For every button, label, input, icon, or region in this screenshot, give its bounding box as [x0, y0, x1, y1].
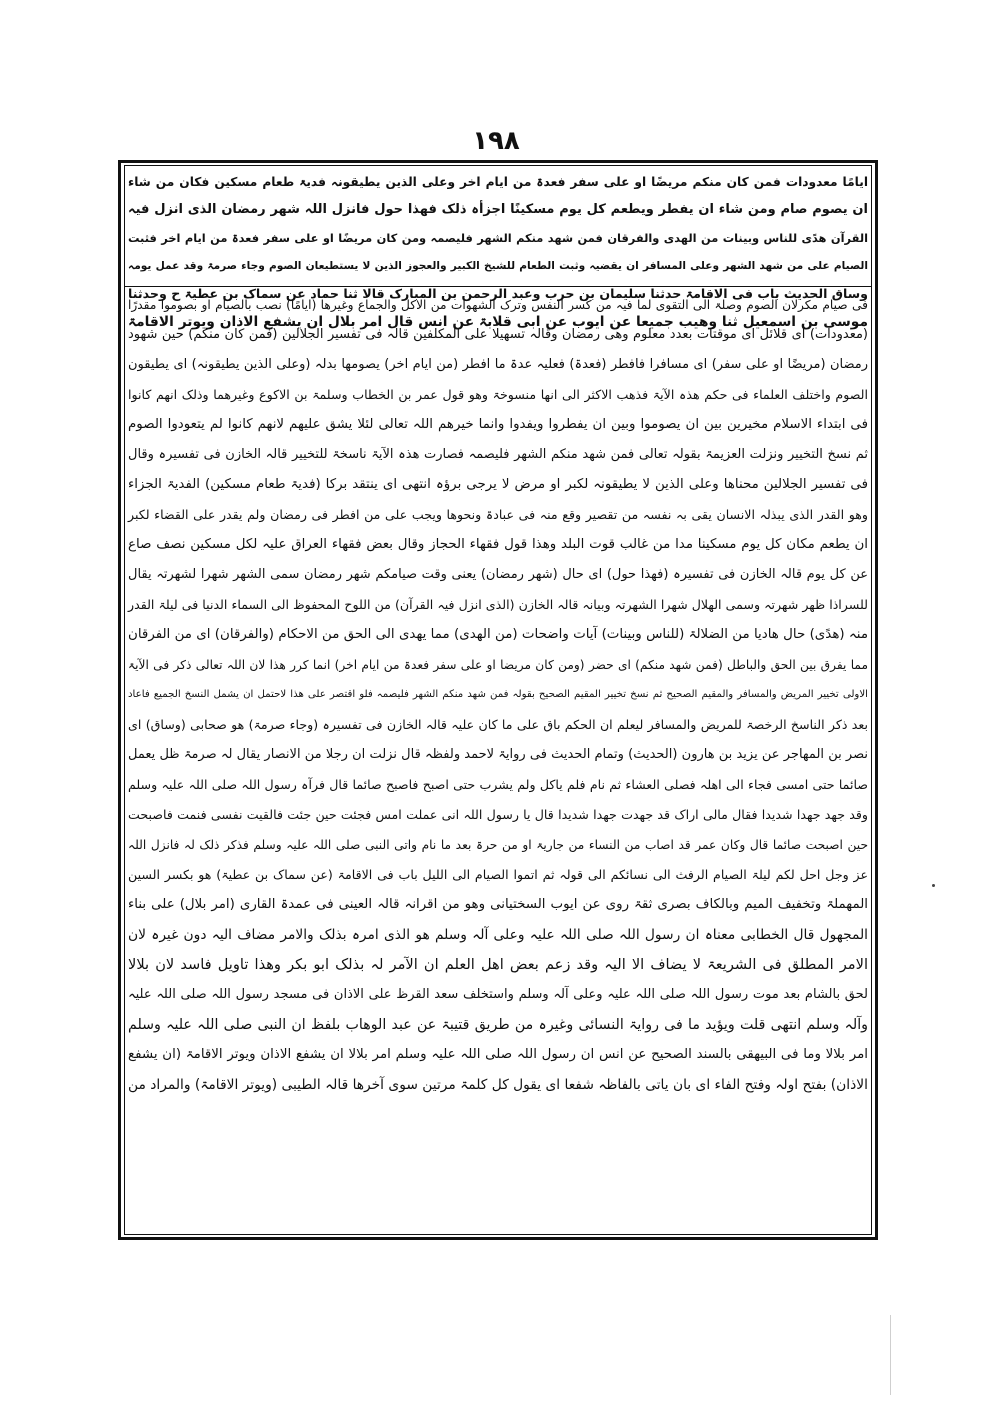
margin-dot [932, 884, 935, 887]
commentary-line: عز وجل احل لکم لیلۃ الصیام الرفث الی نسائکم الی قولہ ثم اتموا الصیام الی اللیل باب فی الاقامۃ (عن سماک بن عطیۃ) ھو بکسر السین [128, 867, 868, 882]
commentary-line: فی تفسیر الجلالین محناھا وعلی الذین لا یطیقونہ لکبر او مرض لا یرجی برؤہ انتھی ای ینتقد برکا (فدیۃ طعام مسکین) الفدیۃ الجزاء [128, 477, 868, 492]
commentary-line: ثم نسخ التخییر ونزلت العزیمۃ بقولہ تعالی فمن شھد منکم الشھر فلیصمہ فصارت ھذہ الآیۃ ناسخۃ للتخییر قالہ الخازن فی تفسیرہ وقال [128, 447, 868, 462]
commentary-line: امر بلالا وما فی البیھقی بالسند الصحیح عن انس ان رسول اللہ صلی اللہ علیہ وسلم امر بلالا ان یشفع الاذان ویوتر الاقامۃ (ان یشفع [128, 1047, 868, 1062]
commentary-line: بعد ذکر الناسخ الرخصۃ للمریض والمسافر لیعلم ان الحکم باق علی ما کان علیہ قالہ الخازن فی تفسیرہ (وجاء صرمۃ) ھو صحابی (وساق) ای [128, 717, 868, 732]
commentary-line: الاولی تخییر المریض والمسافر والمقیم الصحیح ثم نسخ تخییر المقیم الصحیح بقولہ فمن شھد منکم الشھر فلیصمہ فلو اقتصر علی ھذا لاحتمل ان یشمل النسخ الجمیع فاعاد [128, 689, 868, 700]
commentary-line: منہ (ھدًی) حال ھادیا من الضلالۃ (للناس وبینات) آیات واضحات (من الھدی) مما یھدی الی الحق من الاحکام (والفرقان) ای من الفرقان [128, 627, 868, 642]
commentary-line: لحق بالشام بعد موت رسول اللہ صلی اللہ علیہ وعلی آلہ وسلم واستخلف سعد القرظ علی الاذان فی مسجد رسول اللہ صلی اللہ علیہ [128, 987, 868, 1002]
commentary-line: الاذان) بفتح اولہ وفتح الفاء ای بان یاتی بالفاظہ شفعا ای یقول کل کلمۃ مرتین سوی آخرھا قالہ الطیبی (ویوتر الاقامۃ) والمراد من [128, 1077, 868, 1093]
hadith-line: الصیام علی من شھد الشھر وعلی المسافر ان یقضیہ وثبت الطعام للشیخ الکبیر والعجوز الذین لا یستطیعان الصوم وجاء صرمۃ وقد عمل یومہ [128, 260, 868, 272]
hadith-line: وساق الحدیث باب فی الاقامۃ حدثنا سلیمان بن حرب وعبد الرحمن بن المبارک قالا ثنا حماد عن سماک بن عطیۃ ح وحدثنا [128, 286, 868, 301]
commentary-line: وھو القدر الذی یبذلہ الانسان یقی بہ نفسہ من تقصیر وقع منہ فی عبادۃ ونحوھا ویجب علی من افطر فی رمضان ولم یقدر علی القضاء لکبر [128, 507, 868, 522]
commentary-line: نصر بن المھاجر عن یزید بن ھارون (الحدیث) وتمام الحدیث فی روایۃ لاحمد ولفظہ قال نزلت ان رجلا من الانصار یقال لہ صرمۃ ظل یعمل [128, 747, 868, 762]
commentary-line: ان یطعم مکان کل یوم مسکینا مدا من غالب قوت البلد وھذا قول فقھاء الحجاز وقال بعض فقھاء العراق علیہ لکل مسکین نصف صاع [128, 537, 868, 552]
commentary-line: (معدودات) ای قلائل ای موقتات بعدد معلوم وھی رمضان وقالہ تسھیلا علی المکلفین قالہ فی تفسیر الجلالین (فمن کان منکم) حین شھود [128, 327, 868, 342]
commentary-line: فی صیام مکرلان الصوم وصلۃ الی التقوی لما فیہ من کسر النفس وترک الشھوات من الاکل والجماع وغیرھا (ایامًا) نصب بالصیام او بصوموا مقدرًا [128, 298, 868, 312]
commentary-line: المجھول قال الخطابی معناہ ان رسول اللہ صلی اللہ علیہ وعلی آلہ وسلم ھو الذی امرہ بذلک والامر مضاف الیہ دون غیرہ لان [128, 927, 868, 943]
hadith-line: القرآن ھدًی للناس وبینات من الھدی والفرقان فمن شھد منکم الشھر فلیصمہ ومن کان مریضًا او علی سفر فعدۃ من ایام اخر فثبت [128, 231, 868, 245]
hadith-line: موسی بن اسمعیل ثنا وھیب جمیعا عن ایوب عن ابی قلابۃ عن انس قال امر بلال ان یشفع الاذان ویوتر الاقامۃ [128, 314, 868, 330]
commentary-line: وقد جھد جھدا شدیدا فقال مالی اراک قد جھدت جھدا شدیدا قال یا رسول اللہ انی عملت امس فجئت حین جئت فالقیت نفسی فنمت فاصبحت [128, 807, 868, 822]
commentary-line: عن کل یوم قالہ الخازن فی تفسیرہ (فھذا حول) ای حال (شھر رمضان) یعنی وقت صیامکم شھر رمضان سمی الشھر شھرا لشھرتہ یقال [128, 567, 868, 582]
margin-rule [890, 1315, 891, 1395]
hadith-line: ان یصوم صام ومن شاء ان یفطر ویطعم کل یوم مسکینًا اجزأہ ذلک فھذا حول فانزل اللہ شھر رمضان الذی انزل فیہ [128, 202, 868, 217]
commentary-line: مما یفرق بین الحق والباطل (فمن شھد منکم) ای حضر (ومن کان مریضا او علی سفر فعدۃ من ایام اخر) انما کرر ھذا لان اللہ تعالی ذکر فی الآیۃ [128, 658, 868, 672]
section-divider [124, 286, 872, 287]
commentary-line: فی ابتداء الاسلام مخیرین بین ان یصوموا وبین ان یفطروا ویفدوا وانما خیرھم اللہ تعالی لئلا یشق علیھم لانھم کانوا لم یتعودوا الصوم [128, 417, 868, 432]
commentary-line: للسراذا ظھر شھرتہ وسمی الھلال شھرا الشھرتہ وبیانہ قالہ الخازن (الذی انزل فیہ القرآن) من اللوح المحفوظ الی السماء الدنیا فی لیلۃ القدر [128, 597, 868, 612]
hadith-line: ایامًا معدودات فمن کان منکم مریضًا او علی سفر فعدۃ من ایام اخر وعلی الذین یطیقونہ فدیۃ طعام مسکین فکان من شاء [128, 175, 868, 189]
commentary-line: المھملۃ وتخفیف المیم وبالکاف بصری ثقۃ روی عن ایوب السختیانی وھو من اقرانہ قالہ العینی فی عمدۃ القاری (امر بلال) علی بناء [128, 897, 868, 912]
commentary-text-block [128, 290, 868, 1230]
page-number: ۱۹۸ [472, 126, 520, 156]
commentary-line: وآلہ وسلم انتھی قلت ویؤید ما فی روایۃ النسائی وغیرہ من طریق قتیبۃ عن عبد الوھاب بلفظ ان النبی صلی اللہ علیہ وسلم [128, 1017, 868, 1033]
commentary-line: الصوم واختلف العلماء فی حکم ھذہ الآیۃ فذھب الاکثر الی انھا منسوخۃ وھو قول عمر بن الخطاب وسلمۃ بن الاکوع وغیرھما وذلک انھم کانوا [128, 387, 868, 402]
commentary-line: رمضان (مریضًا او علی سفر) ای مسافرا فافطر (فعدۃ) فعلیہ عدۃ ما افطر (من ایام اخر) یصومھا بدلہ (وعلی الذین یطیقونہ) ای یطیقون [128, 357, 868, 372]
commentary-line: الامر المطلق فی الشریعۃ لا یضاف الا الیہ وقد زعم بعض اھل العلم ان الآمر لہ بذلک ابو بکر وھذا تاویل فاسد لان بلالا [128, 956, 868, 973]
commentary-line: صائما حتی امسی فجاء الی اھلہ فصلی العشاء ثم نام فلم یاکل ولم یشرب حتی اصبح فاصبح صائما قال فرآہ رسول اللہ صلی اللہ علیہ وسلم [128, 777, 868, 792]
commentary-line: حین اصبحت صائما قال وکان عمر قد اصاب من النساء من جاریۃ او من حرۃ بعد ما نام واتی النبی صلی اللہ علیہ وسلم فذکر ذلک لہ فانزل اللہ [128, 838, 868, 852]
